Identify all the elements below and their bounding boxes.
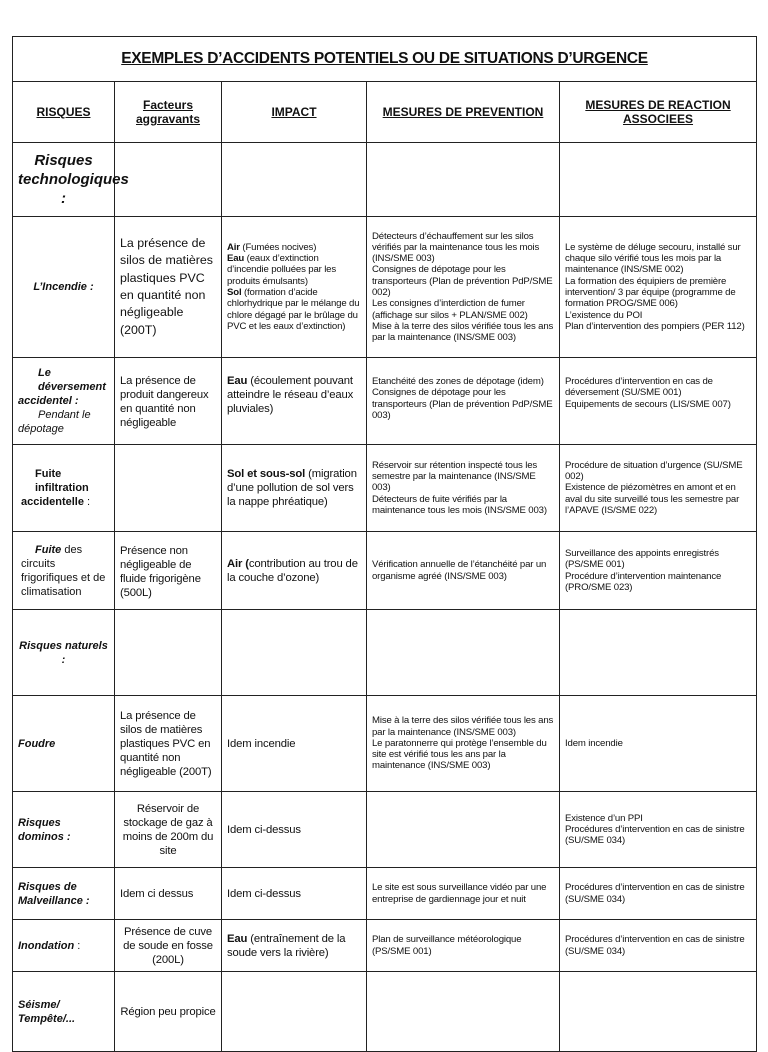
prevention-inondation: Plan de surveillance météorologique (PS/SME 001): [367, 920, 560, 972]
reaction-item: Procédure de situation d’urgence (SU/SME 002): [565, 459, 743, 483]
prevention-item: Etanchéité des zones de dépotage (idem): [372, 376, 544, 387]
header-impact: IMPACT: [222, 82, 367, 143]
risk-deversement-line2: accidentel :: [18, 395, 79, 407]
table-row: [13, 920, 757, 972]
empty-cell: [560, 610, 757, 696]
factors-inondation: Présence de cuve de soude en fosse (200L): [115, 920, 222, 972]
risk-malveillance-line1: Risques de: [18, 880, 77, 893]
table-row: [13, 972, 757, 1052]
impact-incendie: [222, 217, 367, 358]
impact-eau-label: Eau: [227, 932, 248, 945]
prevention-item: Mise à la terre des silos vérifiée tous les ans par la maintenance (INS/SME 003): [372, 715, 554, 738]
section-techno-line1: Risques: [34, 152, 93, 169]
empty-cell: [115, 143, 222, 217]
factors-seisme: Région peu propice: [115, 972, 222, 1052]
prevention-item: Les consignes d’interdiction de fumer (affichage sur silos + PLAN/SME 002): [372, 298, 528, 321]
reaction-item: La formation des équipiers de première intervention/ 3 par équipe (programme de formation PROG/SME 006): [565, 275, 736, 310]
table-row: [13, 610, 757, 696]
risk-fuite-line2: [21, 495, 109, 509]
prevention-fuite-infiltration: [367, 445, 560, 532]
header-facteurs-line1: Facteurs: [142, 98, 194, 112]
impact-fuite-infiltration: [222, 445, 367, 532]
header-row: [13, 82, 757, 143]
header-facteurs: [115, 82, 222, 143]
risk-fuite-froid-bold: Fuite: [35, 543, 62, 556]
prevention-item: Mise à la terre des silos vérifiée tous les ans par la maintenance (INS/SME 003): [372, 320, 554, 344]
reaction-item: Procédures d’intervention en cas de sinistre (SU/SME 034): [565, 823, 745, 847]
table-row: [13, 792, 757, 868]
reaction-fuite-froid: [560, 532, 757, 610]
prevention-item: Consignes de dépotage pour les transporteurs (Plan de prévention PdP/SME 002): [372, 264, 553, 298]
impact-eau-label: Eau: [227, 253, 245, 265]
factors-foudre: La présence de silos de matières plastiques PVC en quantité non négligeable (200T): [115, 696, 222, 792]
prevention-foudre: [367, 696, 560, 792]
table-row: [13, 696, 757, 792]
empty-cell: [115, 610, 222, 696]
impact-eau-text: (écoulement pouvant atteindre le réseau d’eaux pluviales): [227, 375, 354, 415]
risk-inondation-bold: Inondation: [18, 939, 75, 952]
prevention-item: Détecteurs d’échauffement sur les silos vérifiés par la maintenance tous les mois (INS/SME 003): [372, 230, 540, 265]
section-techno-line2: technologiques :: [18, 171, 129, 207]
risk-seisme: Séisme/ Tempête/...: [13, 972, 115, 1052]
impact-inondation: [222, 920, 367, 972]
impact-air-label: Air: [227, 241, 240, 253]
factors-deversement: La présence de produit dangereux en quantité non négligeable: [115, 358, 222, 445]
header-facteurs-line2: aggravants: [135, 112, 201, 126]
reaction-item: Procédure d’intervention maintenance (PRO/SME 023): [565, 570, 722, 593]
empty-cell: [367, 610, 560, 696]
risk-malveillance: [13, 868, 115, 920]
table-row: [13, 868, 757, 920]
reaction-item: Surveillance des appoints enregistrés (PS/SME 001): [565, 547, 719, 571]
impact-air-label: Air (: [227, 557, 249, 570]
impact-eau-text: (eaux d’extinction d’incendie polluées par les produits émulsants): [227, 253, 337, 287]
risk-deversement-line4: dépotage: [18, 423, 64, 435]
reaction-item: Plan d’intervention des pompiers (PER 112): [565, 320, 745, 332]
prevention-item: Le paratonnerre qui protège l’ensemble du site est vérifié tous les ans par la maintenance (INS/SME 003): [372, 737, 547, 772]
section-techno: [13, 143, 129, 217]
empty-cell: [560, 972, 757, 1052]
reaction-fuite-infiltration: [560, 445, 757, 532]
empty-cell: [222, 610, 367, 696]
empty-cell: [115, 445, 222, 532]
impact-dominos: Idem ci-dessus: [222, 792, 367, 868]
reaction-incendie: [560, 217, 757, 358]
factors-malveillance: Idem ci dessus: [115, 868, 222, 920]
empty-cell: [367, 792, 560, 868]
impact-air-text: contribution au trou de la couche d’ozone): [227, 557, 358, 584]
reaction-item: Existence d’un PPI: [565, 812, 643, 824]
reaction-item: Equipements de secours (LIS/SME 007): [565, 398, 731, 410]
empty-cell: [367, 972, 560, 1052]
impact-air-text: (Fumées nocives): [239, 241, 317, 253]
risk-incendie: L’Incendie :: [13, 217, 115, 358]
reaction-item: Existence de piézomètres en amont et en aval du site surveillé tous les semestre par l’APAVE (IS/SME 022): [565, 482, 740, 516]
impact-sol-text: (formation d’acide chlorhydrique par le mélange du chlore dégagé par le brûlage du PVC et les eaux d’extinction): [227, 287, 360, 332]
risk-inondation-colon: :: [74, 939, 81, 952]
empty-cell: [560, 143, 757, 217]
impact-eau-text: (entraînement de la soude vers la rivière): [227, 932, 346, 959]
factors-dominos: Réservoir de stockage de gaz à moins de 200m du site: [115, 792, 222, 868]
table-row: [13, 445, 757, 532]
risk-fuite-froid: [13, 532, 115, 610]
impact-sol-text: (migration d’une pollution de sol vers la nappe phréatique): [227, 468, 357, 508]
risk-inondation: [13, 920, 115, 972]
impact-deversement: [222, 358, 367, 445]
reaction-deversement: [560, 358, 757, 445]
risk-deversement-line3: Pendant le: [38, 409, 91, 421]
prevention-deversement: [367, 358, 560, 445]
reaction-item: L’existence du POI: [565, 309, 643, 321]
risk-fuite-infiltration: [13, 445, 115, 532]
table-row: [13, 358, 757, 445]
table-title: EXEMPLES D’ACCIDENTS POTENTIELS OU DE SITUATIONS D’URGENCE: [13, 37, 757, 82]
prevention-item: Consignes de dépotage pour les transporteurs (Plan de prévention PdP/SME 003): [372, 387, 553, 421]
risk-deversement: [13, 358, 115, 445]
empty-cell: [222, 972, 367, 1052]
reaction-malveillance: Procédures d’intervention en cas de sinistre (SU/SME 034): [560, 868, 757, 920]
prevention-malveillance: Le site est sous surveillance vidéo par une entreprise de gardiennage jour et nuit: [367, 868, 560, 920]
risk-foudre: Foudre: [13, 696, 115, 792]
impact-sol-label: Sol: [227, 287, 242, 298]
table-row: [13, 217, 757, 358]
risk-deversement-line1: Le déversement: [38, 367, 106, 393]
factors-fuite-froid: Présence non négligeable de fluide frigorigène (500L): [115, 532, 222, 610]
table-row: [13, 532, 757, 610]
section-naturels: Risques naturels :: [13, 610, 115, 696]
risk-fuite-line2-bold: accidentelle: [21, 496, 84, 508]
risk-malveillance-line2: Malveillance :: [18, 894, 90, 907]
impact-sol-label: Sol et sous-sol: [227, 468, 306, 480]
prevention-fuite-froid: Vérification annuelle de l’étanchéité par un organisme agréé (INS/SME 003): [367, 532, 560, 610]
reaction-item: Procédures d’intervention en cas de déversement (SU/SME 001): [565, 376, 713, 399]
impact-fuite-froid: [222, 532, 367, 610]
impact-foudre: Idem incendie: [222, 696, 367, 792]
empty-cell: [222, 143, 367, 217]
title-row: [13, 37, 757, 82]
prevention-item: Réservoir sur rétention inspecté tous les semestre par la maintenance (INS/SME 003): [372, 459, 538, 494]
risk-dominos: Risques dominos :: [13, 792, 115, 868]
reaction-item: Le système de déluge secouru, installé sur chaque silo vérifié tous les mois par la maintenance (INS/SME 002): [565, 241, 741, 276]
header-risques: RISQUES: [13, 82, 115, 143]
impact-malveillance: Idem ci-dessus: [222, 868, 367, 920]
urgence-table: [12, 36, 757, 1052]
header-prevention: MESURES DE PREVENTION: [367, 82, 560, 143]
prevention-incendie: [367, 217, 560, 358]
header-reaction: MESURES DE REACTION ASSOCIEES: [560, 82, 757, 143]
empty-cell: [367, 143, 560, 217]
reaction-dominos: [560, 792, 757, 868]
risk-fuite-line2-colon: :: [83, 496, 91, 508]
table-row: [13, 143, 757, 217]
impact-eau-label: Eau: [227, 375, 248, 387]
prevention-item: Détecteurs de fuite vérifiés par la maintenance tous les mois (INS/SME 003): [372, 493, 547, 516]
risk-fuite-froid-text: des circuits frigorifiques et de climatisation: [21, 543, 106, 598]
reaction-foudre: Idem incendie: [560, 696, 757, 792]
reaction-inondation: Procédures d’intervention en cas de sinistre (SU/SME 034): [560, 920, 757, 972]
risk-fuite-line1: Fuite infiltration: [35, 468, 89, 494]
factors-incendie: La présence de silos de matières plastiques PVC en quantité non négligeable (200T): [115, 217, 222, 358]
